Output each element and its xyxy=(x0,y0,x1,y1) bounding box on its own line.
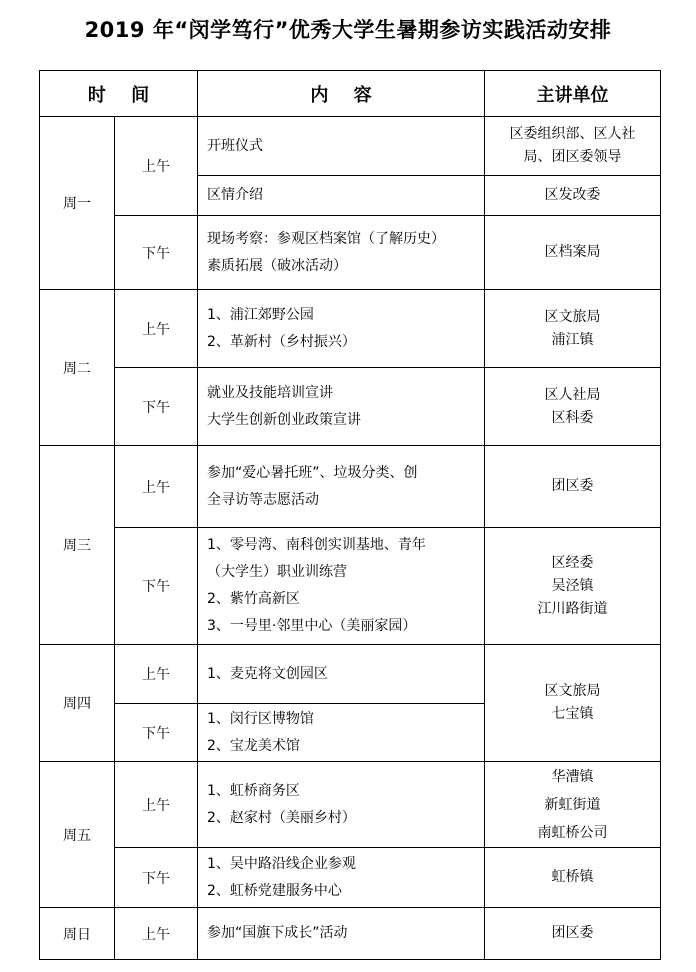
table-row xyxy=(40,528,661,645)
activity-cell: 参加“国旗下成长”活动 xyxy=(198,908,485,960)
day-label: 周四 xyxy=(40,645,115,762)
day-label: 周日 xyxy=(40,908,115,960)
header-content: 内容 xyxy=(198,71,485,117)
table-row xyxy=(40,848,661,908)
day-label: 周三 xyxy=(40,446,115,645)
day-label: 周一 xyxy=(40,117,115,290)
period-label: 下午 xyxy=(115,848,198,908)
period-label: 下午 xyxy=(115,368,198,446)
unit-cell: 区档案局 xyxy=(485,216,661,290)
day-label: 周二 xyxy=(40,290,115,446)
table-row xyxy=(40,216,661,290)
unit-cell: 区文旅局 浦江镇 xyxy=(485,290,661,368)
header-time: 时间 xyxy=(40,71,198,117)
period-label: 上午 xyxy=(115,117,198,216)
activity-cell: 1、零号湾、南科创实训基地、青年 （大学生）职业训练营 2、紫竹高新区 3、一号里·邻里中心（美丽家园） xyxy=(198,528,485,645)
activity-cell: 参加“爱心暑托班”、垃圾分类、创 全寻访等志愿活动 xyxy=(198,446,485,528)
period-label: 上午 xyxy=(115,762,198,848)
table-row xyxy=(40,368,661,446)
table-row xyxy=(40,290,661,368)
table-row xyxy=(40,762,661,848)
header-unit: 主讲单位 xyxy=(485,71,661,117)
period-label: 上午 xyxy=(115,290,198,368)
activity-cell: 1、虹桥商务区 2、赵家村（美丽乡村） xyxy=(198,762,485,848)
table-row xyxy=(40,645,661,704)
activity-cell: 现场考察：参观区档案馆（了解历史） 素质拓展（破冰活动） xyxy=(198,216,485,290)
header-row xyxy=(40,71,661,117)
unit-cell: 区经委 吴泾镇 江川路街道 xyxy=(485,528,661,645)
schedule-table xyxy=(39,70,661,960)
page-title: 2019 年“闵学笃行”优秀大学生暑期参访实践活动安排 xyxy=(84,18,612,42)
unit-cell: 团区委 xyxy=(485,908,661,960)
day-label: 周五 xyxy=(40,762,115,908)
period-label: 下午 xyxy=(115,704,198,762)
unit-cell: 区文旅局 七宝镇 xyxy=(485,645,661,762)
period-label: 下午 xyxy=(115,216,198,290)
table-row xyxy=(40,908,661,960)
activity-cell: 就业及技能培训宣讲 大学生创新创业政策宣讲 xyxy=(198,368,485,446)
unit-cell: 区委组织部、区人社 局、团区委领导 xyxy=(485,117,661,176)
activity-cell: 1、闵行区博物馆 2、宝龙美术馆 xyxy=(198,704,485,762)
activity-cell: 开班仪式 xyxy=(198,117,485,176)
activity-cell: 区情介绍 xyxy=(198,176,485,216)
unit-cell: 团区委 xyxy=(485,446,661,528)
period-label: 上午 xyxy=(115,908,198,960)
table-row xyxy=(40,446,661,528)
activity-cell: 1、浦江郊野公园 2、革新村（乡村振兴） xyxy=(198,290,485,368)
period-label: 下午 xyxy=(115,528,198,645)
activity-cell: 1、吴中路沿线企业参观 2、虹桥党建服务中心 xyxy=(198,848,485,908)
table-row xyxy=(40,117,661,176)
unit-cell: 区发改委 xyxy=(485,176,661,216)
period-label: 上午 xyxy=(115,446,198,528)
unit-cell: 华漕镇 新虹街道 南虹桥公司 xyxy=(485,762,661,848)
period-label: 上午 xyxy=(115,645,198,704)
activity-cell: 1、麦克将文创园区 xyxy=(198,645,485,704)
unit-cell: 虹桥镇 xyxy=(485,848,661,908)
unit-cell: 区人社局 区科委 xyxy=(485,368,661,446)
